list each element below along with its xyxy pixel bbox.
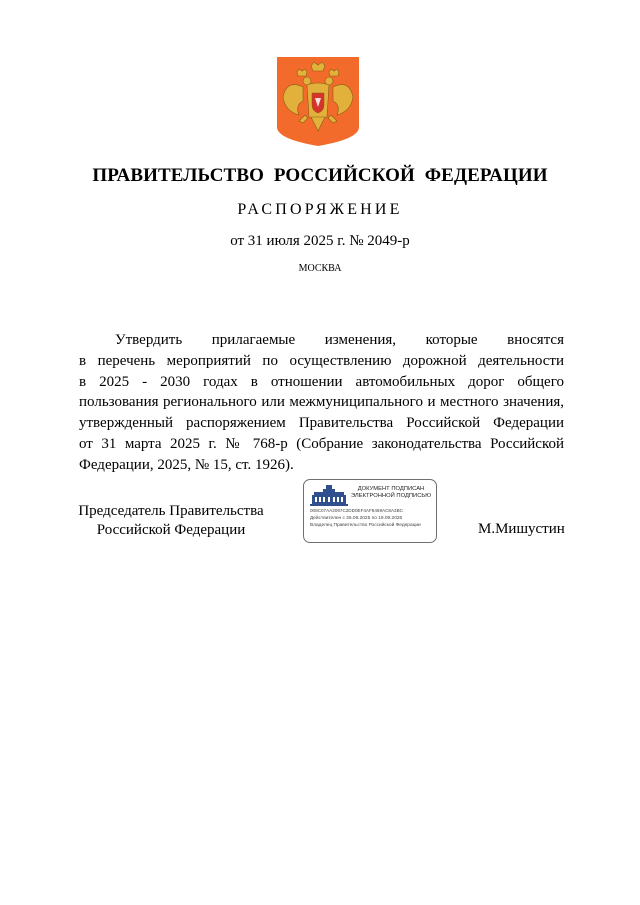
body-line: в 2025 - 2030 годах в отношении автомобильных дорог общего [79, 373, 564, 390]
body-line: Утвердить прилагаемые изменения, которые вносятся [115, 332, 564, 348]
certificate-validity: Действителен с 26.06.2025 по 19.09.2026 [310, 516, 403, 521]
coat-of-arms-emblem [277, 57, 359, 146]
body-line: утвержденный распоряжением Правительства Российской Федерации [79, 415, 564, 432]
document-type: РАСПОРЯЖЕНИЕ [237, 201, 403, 218]
body-line: Федерации, 2025, № 15, ст. 1926). [79, 456, 294, 473]
document-date-number: от 31 июля 2025 г. № 2049-р [230, 233, 410, 249]
city: МОСКВА [298, 263, 342, 274]
signer-title [76, 502, 266, 540]
signer-name: М.Мишустин [478, 521, 565, 537]
government-building-icon [310, 484, 348, 506]
order-body [79, 330, 564, 476]
body-line: от 31 марта 2025 г. № 768-р (Собрание законодательства Российской [79, 435, 564, 452]
stamp-header [348, 486, 434, 500]
signer-title-line: Российской Федерации [96, 522, 246, 538]
government-title: ПРАВИТЕЛЬСТВО РОССИЙСКОЙ ФЕДЕРАЦИИ [92, 165, 548, 186]
body-line: в перечень мероприятий по осуществлению дорожной деятельности [79, 352, 564, 369]
certificate-owner: Владелец Правительство Российской Федерации [310, 523, 421, 528]
electronic-signature-stamp [303, 479, 437, 543]
certificate-number: 008C07AA2097C2DD0EF4AF8469AC8A3BC [310, 508, 403, 513]
body-line: пользования регионального или межмуниципального и местного значения, [79, 394, 564, 411]
stamp-header-line: ЭЛЕКТРОННОЙ ПОДПИСЬЮ [350, 493, 432, 499]
signer-title-line: Председатель Правительства [78, 503, 264, 519]
stamp-header-line: ДОКУМЕНТ ПОДПИСАН [357, 486, 425, 492]
